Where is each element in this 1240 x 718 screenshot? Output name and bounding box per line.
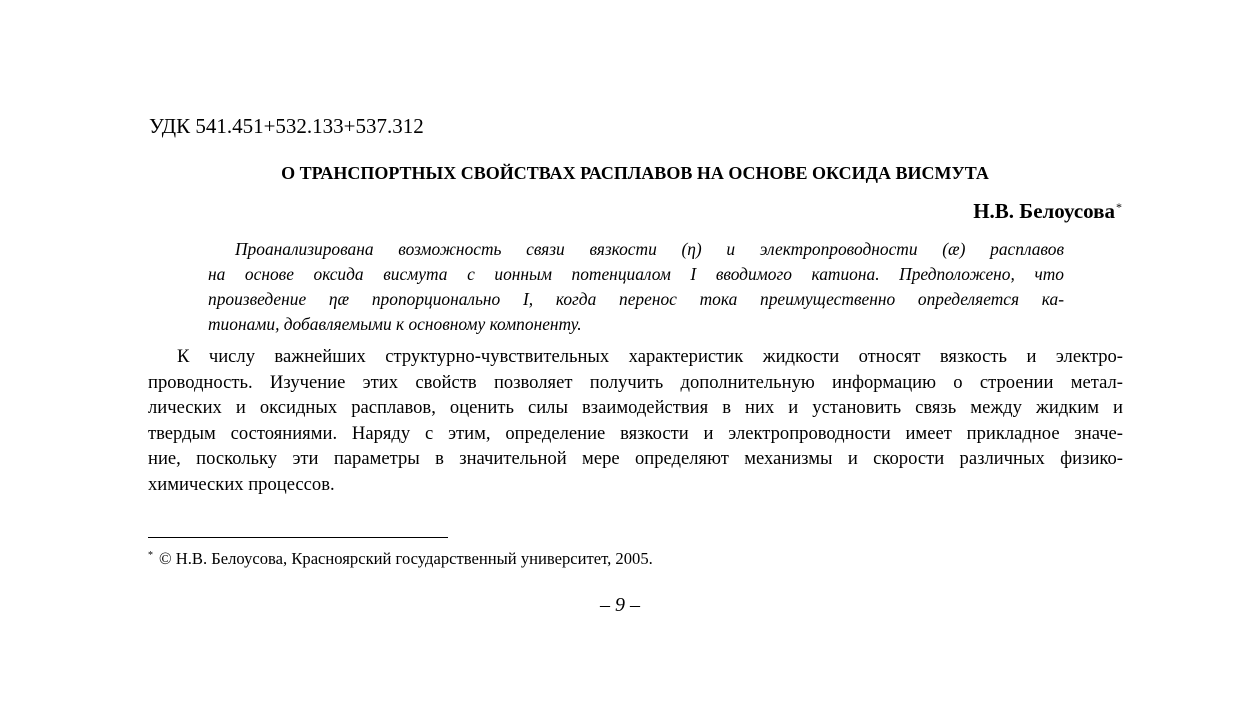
footnote-divider	[148, 537, 448, 538]
author-line	[900, 197, 1122, 225]
body-line: ние, поскольку эти параметры в значительной мере определяют механизмы и скорости различных физико-	[148, 448, 1123, 469]
footnote	[148, 547, 653, 571]
abstract-line: на основе оксида висмута с ионным потенциалом I вводимого катиона. Предположено, что	[208, 264, 1064, 284]
abstract	[208, 237, 1064, 337]
page-number	[560, 592, 680, 618]
body-line: твердым состояниями. Наряду с этим, определение вязкости и электропроводности имеет прикладное значе-	[148, 422, 1123, 444]
footnote-text: © Н.В. Белоусова, Красноярский государственный университет, 2005.	[159, 549, 653, 568]
body-line: проводность. Изучение этих свойств позволяет получить дополнительную информацию о строении метал-	[148, 371, 1123, 393]
udc-code: УДК 541.451+532.133+537.312	[149, 114, 424, 138]
body-line: химических процессов.	[148, 473, 335, 495]
abstract-line: Проанализирована возможность связи вязкости (η) и электропроводности (æ) расплавов	[235, 239, 1064, 259]
body-line: лических и оксидных расплавов, оценить силы взаимодействия в них и установить связь между жидким и	[148, 397, 1123, 418]
article-title: О ТРАНСПОРТНЫХ СВОЙСТВАХ РАСПЛАВОВ НА ОСНОВЕ ОКСИДА ВИСМУТА	[281, 163, 989, 183]
body-paragraph	[148, 344, 1123, 497]
body-line: К числу важнейших структурно-чувствительных характеристик жидкости относят вязкость и электро-	[177, 346, 1123, 367]
abstract-line: тионами, добавляемыми к основному компоненту.	[208, 314, 582, 334]
footnote-mark: *	[148, 550, 153, 561]
page-dash-left: –	[600, 594, 610, 616]
author-name: Н.В. Белоусова	[973, 199, 1115, 223]
page-number-value: 9	[615, 594, 625, 616]
abstract-line: произведение ηæ пропорционально I, когда перенос тока преимущественно определяется ка-	[208, 289, 1064, 309]
page-dash-right: –	[630, 594, 640, 616]
author-footnote-mark[interactable]: *	[1116, 200, 1122, 214]
